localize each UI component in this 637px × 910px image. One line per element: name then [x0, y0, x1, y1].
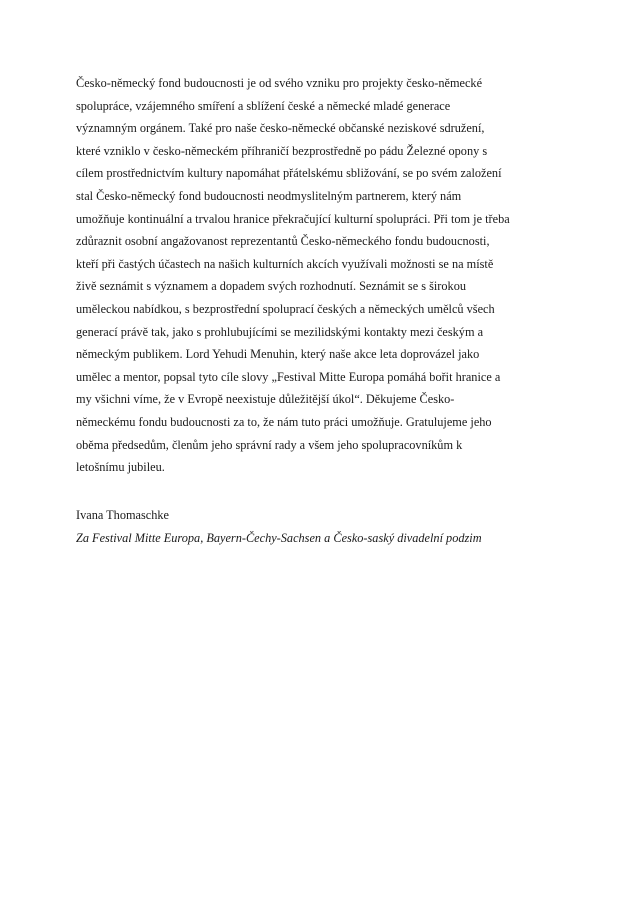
- paragraph-line: Česko-německý fond budoucnosti je od svého vzniku pro projekty česko-německé: [76, 76, 483, 90]
- paragraph-line: my všichni víme, že v Evropě neexistuje důležitější úkol“. Děkujeme Česko-: [76, 392, 455, 407]
- paragraph-line: letošnímu jubileu.: [76, 460, 165, 475]
- paragraph-line: umožňuje kontinuální a trvalou hranice překračující kulturní spolupráci. Při tom je třeba: [76, 211, 510, 226]
- paragraph-line: kteří při častých účastech na našich kulturních akcích využívali možnosti se na místě: [76, 256, 494, 271]
- signature-block: [76, 504, 576, 549]
- paragraph-line: německým publikem. Lord Yehudi Menuhin, který naše akce leta doprovázel jako: [76, 347, 480, 362]
- signature-affiliation: Za Festival Mitte Europa, Bayern-Čechy-Sachsen a Česko-saský divadelní podzim: [76, 530, 482, 545]
- paragraph-line: generací právě tak, jako s prohlubujícími se mezilidskými kontakty mezi českým a: [76, 324, 484, 339]
- signature-name: Ivana Thomaschke: [76, 508, 169, 522]
- paragraph-line: živě seznámit s významem a dopadem svých rozhodnutí. Seznámit se s širokou: [76, 279, 466, 294]
- paragraph-line: uměleckou nabídkou, s bezprostřední spoluprací českých a německých umělců všech: [76, 301, 495, 316]
- paragraph-line: umělec a mentor, popsal tyto cíle slovy „Festival Mitte Europa pomáhá bořit hranice a: [76, 369, 501, 384]
- paragraph-line: významným orgánem. Také pro naše česko-německé občanské neziskové sdružení,: [76, 121, 485, 136]
- paragraph-line: stal Česko-německý fond budoucnosti neodmyslitelným partnerem, který nám: [76, 188, 462, 203]
- body-paragraph: [76, 72, 546, 479]
- paragraph-line: oběma předsedům, členům jeho správní rady a všem jeho spolupracovníkům k: [76, 437, 463, 452]
- paragraph-line: které vzniklo v česko-německém příhraničí bezprostředně po pádu Železné opony s: [76, 143, 488, 158]
- paragraph-line: spolupráce, vzájemného smíření a sblížení české a německé mladé generace: [76, 98, 451, 113]
- paragraph-line: německému fondu budoucnosti za to, že nám tuto práci umožňuje. Gratulujeme jeho: [76, 414, 492, 429]
- paragraph-line: cílem prostřednictvím kultury napomáhat přátelskému sbližování, se po svém založení: [76, 166, 502, 181]
- paragraph-line: zdůraznit osobní angažovanost reprezentantů Česko-německého fondu budoucnosti,: [76, 234, 490, 249]
